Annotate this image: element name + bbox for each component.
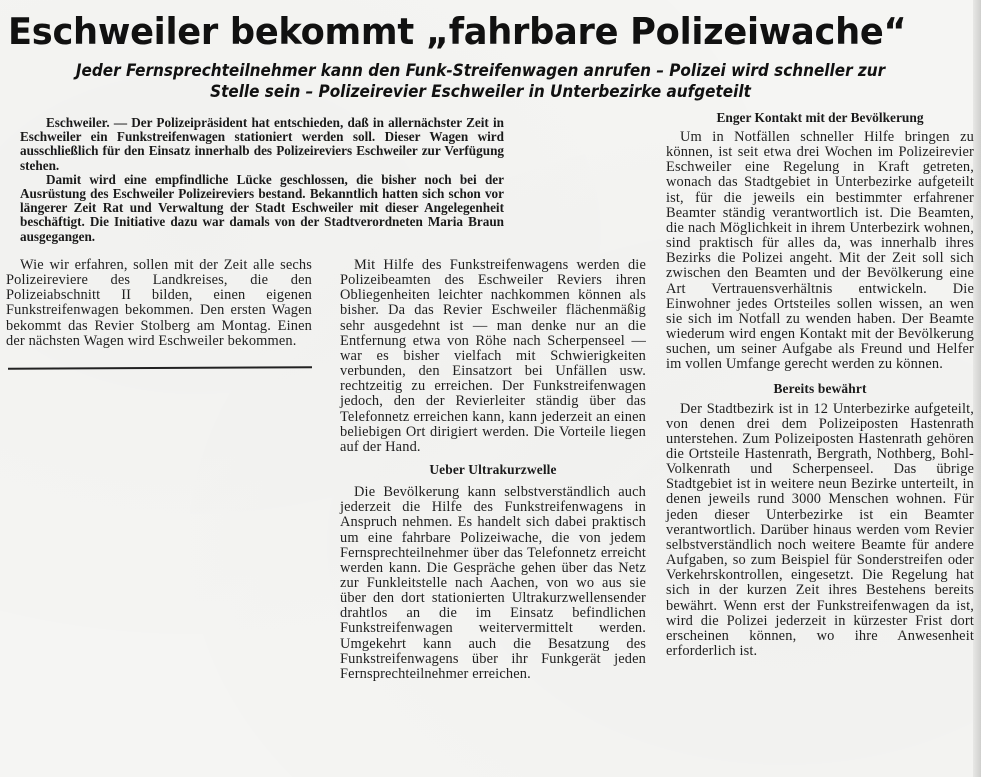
section-heading-enger-kontakt: Enger Kontakt mit der Bevölkerung	[716, 110, 924, 125]
article-subheadline	[0, 60, 981, 102]
lead-paragraph: Damit wird eine empfindliche Lücke geschlossen, die bisher noch bei der Ausrüstung des Eschweiler Polizeireviers bestand. Bekanntlich hatten sich schon vor längerer Zeit Rat und Verwaltung der Stadt Eschweiler mit dieser Angelegenheit beschäftigt. Die Initiative dazu war damals von der Stadtverordneten Maria Braun ausgegangen.	[20, 171, 504, 244]
column-end-rule	[8, 366, 312, 370]
body-paragraph: Der Stadtbezirk ist in 12 Unterbezirke aufgeteilt, von denen drei dem Polizeiposten Hastenrath unterstehen. Zum Polizeiposten Hastenrath gehören die Ortsteile Hastenrath, Bergrath, Nothberg, Bohl-Volkenrath und Scherpenseel. Das übrige Stadtgebiet ist in weitere neun Bezirke unterteilt, in denen jeweils rund 3000 Menschen wohnen. Für jeden dieser Unterbezirke ist ein Beamter verantwortlich. Darüber hinaus werden vom Revier selbstverständlich noch weitere Beamte für andere Aufgaben, so zum Beispiel für Sonderstreifen oder Verkehrskontrollen, eingesetzt. Die Regelung hat sich in der kurzen Zeit ihres Bestehens bereits bewährt. Wenn erst der Funkstreifenwagen da ist, wird die Polizei jederzeit in kürzester Frist dort erscheinen können, wo ihre Anwesenheit erforderlich ist.	[666, 400, 974, 659]
column-3	[666, 130, 974, 659]
section-heading-bereits-bewaehrt: Bereits bewährt	[773, 380, 867, 396]
section-heading-ultrakurzwelle: Ueber Ultrakurzwelle	[429, 462, 557, 478]
article-headline: Eschweiler bekommt „fahrbare Polizeiwache“	[8, 10, 907, 53]
body-paragraph: Um in Notfällen schneller Hilfe bringen zu können, ist seit etwa drei Wochen im Polizeirevier Eschweiler eine Regelung in Kraft getreten, wonach das Stadtgebiet in Unterbezirke aufgeteilt ist, für die jeweils ein bestimmter erfahrener Beamter ständig verantwortlich ist. Die Beamten, die nach Möglichkeit in ihrem Unterbezirk wohnen, sind praktisch für alles da, was innerhalb ihres Bezirks die Polizei angeht. Mit der Zeit soll sich zwischen den Beamten und der Bevölkerung eine Art Vertrauensverhältnis entwickeln. Die Einwohner jedes Ortsteiles sollen wissen, an wen sie sich im Notfall zu wenden haben. Der Beamte wiederum wird engen Kontakt mit der Bevölkerung suchen, um seiner Aufgabe als Freund und Helfer im vollen Umfange gerecht werden zu können.	[666, 129, 974, 373]
body-paragraph: Wie wir erfahren, sollen mit der Zeit alle sechs Polizeireviere des Landkreises, die den Polizeiabschnitt II bilden, einen eigenen Funkstreifenwagen bekommen. Den ersten Wagen bekommt das Revier Stolberg am Montag. Einen der nächsten Wagen wird Eschweiler bekommen.	[6, 257, 312, 349]
body-paragraph: Mit Hilfe des Funkstreifenwagens werden die Polizeibeamten des Eschweiler Reviers ihren Obliegenheiten leichter nachkommen können als bisher. Da das Revier Eschweiler flächenmäßig sehr ausgedehnt ist — man denke nur an die Entfernung etwa von Röhe nach Scherpenseel — war es bisher vielfach mit Schwierigkeiten verbunden, den Einsatzort bei Unfällen usw. rechtzeitig zu erreichen. Der Funkstreifenwagen jedoch, den der Revierleiter ständig über das Telefonnetz erreichen kann, kann jederzeit an einen beliebigen Ort dirigiert werden. Die Vorteile liegen auf der Hand.	[340, 257, 646, 455]
page-edge-shadow	[973, 0, 981, 777]
subheadline-line-1: Jeder Fernsprechteilnehmer kann den Funk-Streifenwagen anrufen – Polizei wird schneller zur	[75, 61, 886, 80]
article-lead	[20, 116, 504, 244]
column-2	[340, 258, 646, 682]
lead-paragraph: Eschweiler. — Der Polizeipräsident hat entschieden, daß in allernächster Zeit in Eschweiler ein Funkstreifenwagen stationiert werden soll. Dieser Wagen wird ausschließlich für den Einsatz innerhalb des Polizeireviers Eschweiler zur Verfügung stehen.	[20, 115, 504, 173]
body-paragraph: Die Bevölkerung kann selbstverständlich auch jederzeit die Hilfe des Funkstreifenwagens in Anspruch nehmen. Es handelt sich dabei praktisch um eine fahrbare Polizeiwache, die von jedem Fernsprechteilnehmer über das Telefonnetz erreicht werden kann. Die Gespräche gehen über das Netz zur Funkleitstelle nach Aachen, von wo aus sie über den dort stationierten Ultrakurzwellensender drahtlos an die im Einsatz befindlichen Funkstreifenwagen weitervermittelt werden. Umgekehrt kann auch die Besatzung des Funkstreifenwagens über ihr Funkgerät jeden Fernsprechteilnehmer erreichen.	[340, 484, 646, 682]
subheadline-line-2: Stelle sein – Polizeirevier Eschweiler in Unterbezirke aufgeteilt	[210, 82, 751, 101]
column-1	[6, 258, 312, 349]
